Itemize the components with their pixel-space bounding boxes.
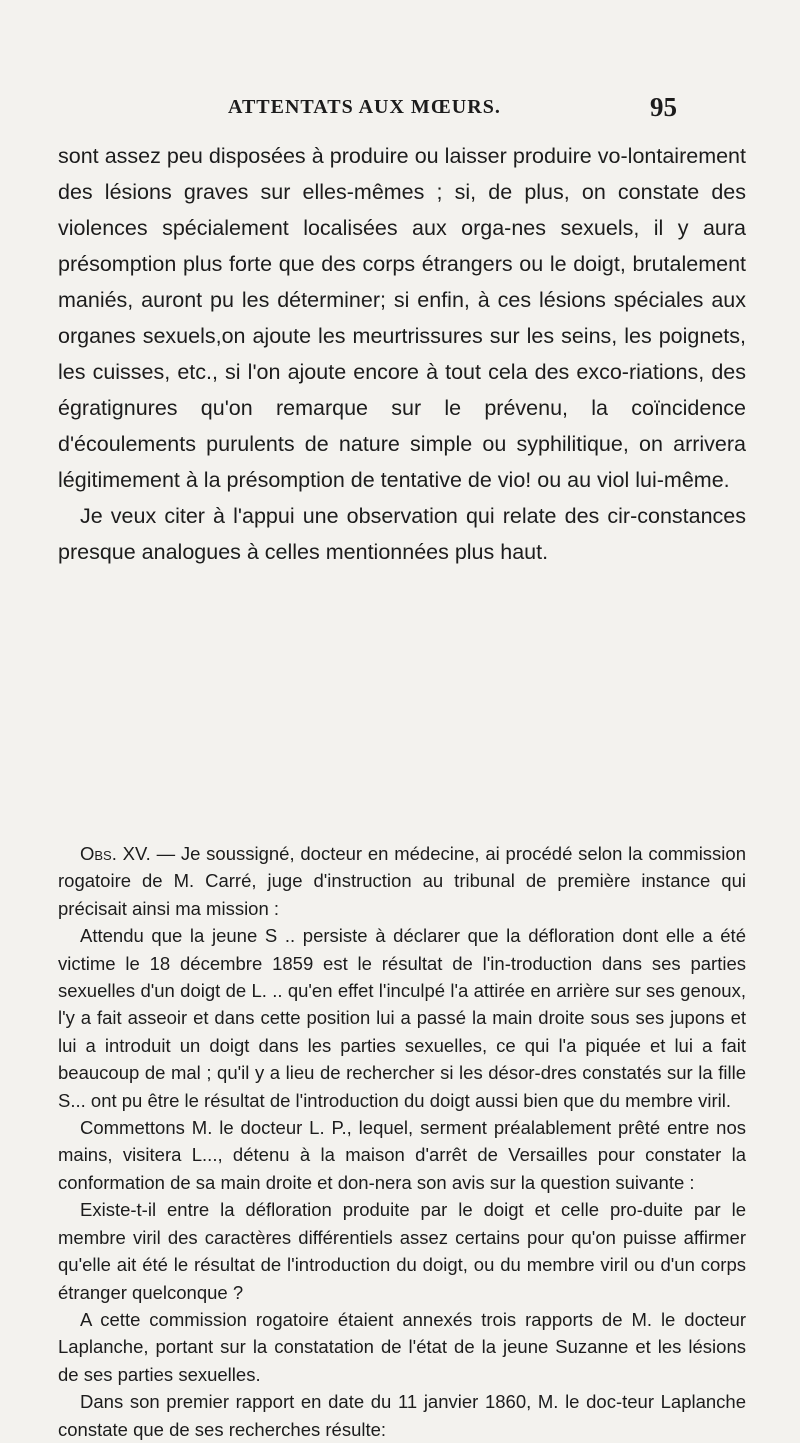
observation-paragraph: Dans son premier rapport en date du 11 janvier 1860, M. le doc-teur Laplanche constate que de ses recherches résulte: xyxy=(58,1391,746,1440)
running-title: ATTENTATS AUX MŒURS. xyxy=(228,96,501,118)
main-paragraph: Je veux citer à l'appui une observation qui relate des cir-constances presque analogues à celles mentionnées plus haut. xyxy=(58,504,746,564)
observation-label: Obs. XV. xyxy=(80,843,151,864)
page-number: 95 xyxy=(650,92,677,122)
observation-paragraph: Attendu que la jeune S .. persiste à déclarer que la défloration dont elle a été victime le 18 décembre 1859 est le résultat de l'in-troduction dans ses parties sexuelles d'un doigt de L. .. qu'en effet l'inculpé l'a attirée en arrière sur ses genoux, l'y a fait asseoir et dans cette position lui a passé la main droite sous ses jupons et lui a introduit un doigt dans les parties sexuelles, ce qui l'a piquée et lui a fait beaucoup de mal ; qu'il y a lieu de rechercher si les désor-dres constatés sur la fille S... ont pu être le résultat de l'introduction du doigt aussi bien que du membre viril. xyxy=(58,925,746,1111)
observation-paragraph: Existe-t-il entre la défloration produite par le doigt et celle pro-duite par le membre viril des caractères différentiels assez certains pour qu'on puisse affirmer qu'elle ait été le résultat de l'introduction du doigt, ou du membre viril ou d'un corps étranger quelconque ? xyxy=(58,1199,746,1303)
main-text-block xyxy=(58,138,746,570)
main-paragraph: sont assez peu disposées à produire ou laisser produire vo-lontairement des lésions graves sur elles-mêmes ; si, de plus, on constate des violences spécialement localisées aux orga-nes sexuels, il y aura présomption plus forte que des corps étrangers ou le doigt, brutalement maniés, auront pu les déterminer; si enfin, à ces lésions spéciales aux organes sexuels,on ajoute les meurtrissures sur les seins, les poignets, les cuisses, etc., si l'on ajoute encore à tout cela des exco-riations, des égratignures qu'on remarque sur le prévenu, la coïncidence d'écoulements purulents de nature simple ou syphilitique, on arrivera légitimement à la présomption de tentative de vio! ou au viol lui-même. xyxy=(58,144,746,492)
observation-paragraph: Commettons M. le docteur L. P., lequel, serment préalablement prêté entre nos mains, visitera L..., détenu à la maison d'arrêt de Versailles pour constater la conformation de sa main droite et don-nera son avis sur la question suivante : xyxy=(58,1117,746,1193)
observation-paragraph xyxy=(58,840,746,922)
running-head xyxy=(0,92,800,122)
observation-block xyxy=(58,840,746,1443)
observation-paragraph: A cette commission rogatoire étaient annexés trois rapports de M. le docteur Laplanche, portant sur la constatation de l'état de la jeune Suzanne et les lésions de ses parties sexuelles. xyxy=(58,1308,746,1385)
observation-intro: — Je soussigné, docteur en médecine, ai procédé selon la commission rogatoire de M. Carré, juge d'instruction au tribunal de première instance qui précisait ainsi ma mission : xyxy=(58,843,746,919)
